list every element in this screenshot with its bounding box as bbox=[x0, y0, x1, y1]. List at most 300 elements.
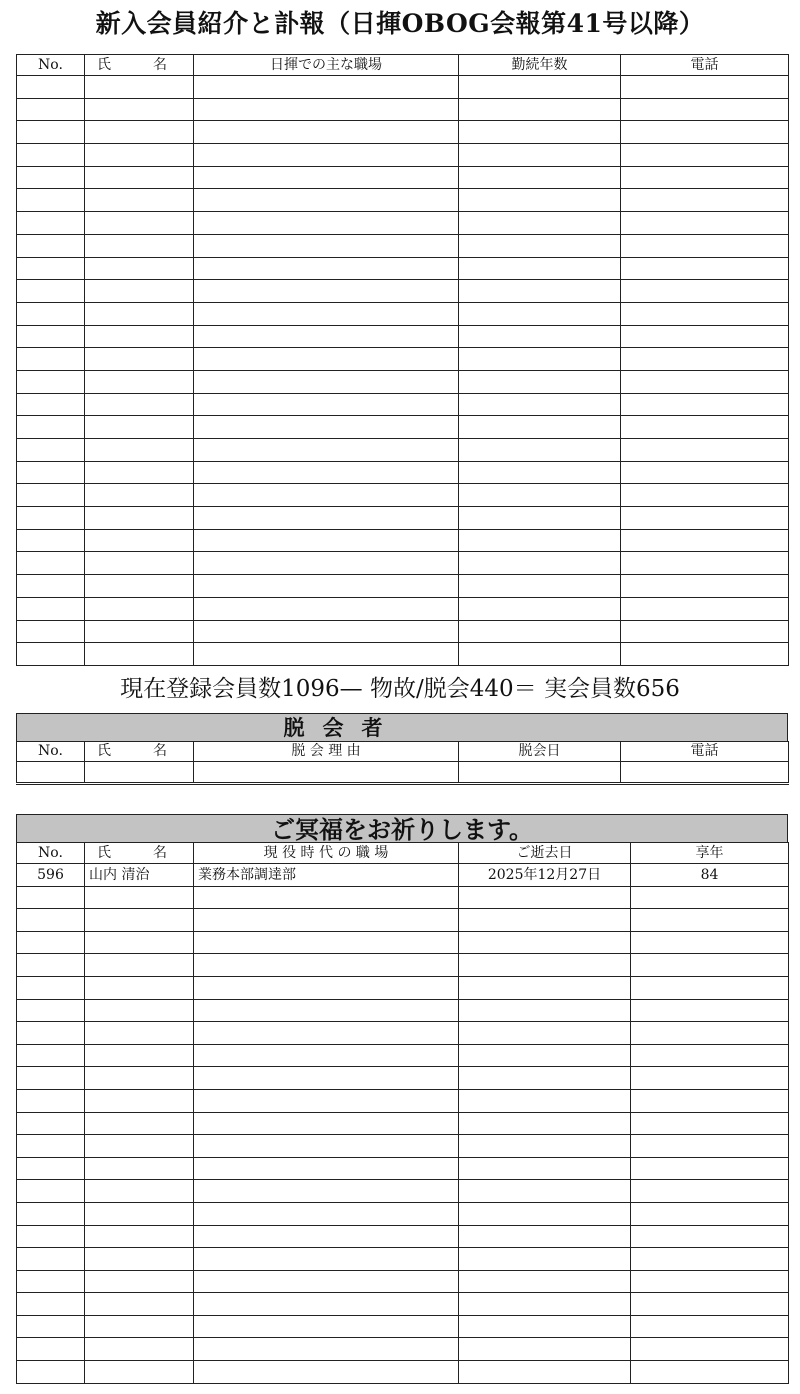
empty-cell bbox=[194, 325, 459, 348]
empty-cell bbox=[459, 302, 621, 325]
empty-cell bbox=[17, 1270, 85, 1293]
withdrawn-band-title: 脱会者 bbox=[16, 713, 788, 742]
empty-cell bbox=[621, 348, 789, 371]
empty-cell bbox=[621, 393, 789, 416]
empty-cell bbox=[85, 1338, 194, 1361]
empty-cell bbox=[459, 1135, 631, 1158]
empty-cell bbox=[85, 1361, 194, 1384]
empty-cell bbox=[85, 1180, 194, 1203]
empty-cell bbox=[194, 1135, 459, 1158]
empty-cell bbox=[194, 1361, 459, 1384]
empty-cell bbox=[459, 144, 621, 167]
table-row bbox=[17, 302, 789, 325]
table-row bbox=[17, 909, 789, 932]
empty-cell bbox=[85, 976, 194, 999]
empty-cell bbox=[85, 1293, 194, 1316]
empty-cell bbox=[17, 461, 85, 484]
table-row bbox=[17, 976, 789, 999]
obituary-table bbox=[16, 842, 789, 1384]
empty-cell bbox=[194, 976, 459, 999]
empty-cell bbox=[631, 1089, 789, 1112]
empty-cell bbox=[17, 98, 85, 121]
header-years: 勤続年数 bbox=[459, 55, 621, 76]
withdrawn-table bbox=[16, 741, 789, 785]
empty-cell bbox=[85, 1225, 194, 1248]
empty-cell bbox=[17, 348, 85, 371]
empty-cell bbox=[459, 212, 621, 235]
empty-cell bbox=[194, 507, 459, 530]
table-row bbox=[17, 393, 789, 416]
empty-cell bbox=[194, 529, 459, 552]
table-row bbox=[17, 643, 789, 666]
table-row bbox=[17, 370, 789, 393]
empty-cell bbox=[631, 1044, 789, 1067]
table-row bbox=[17, 1044, 789, 1067]
empty-cell bbox=[459, 909, 631, 932]
table-row bbox=[17, 348, 789, 371]
empty-cell bbox=[17, 762, 85, 784]
empty-cell bbox=[85, 166, 194, 189]
empty-cell bbox=[194, 954, 459, 977]
empty-cell bbox=[17, 575, 85, 598]
empty-cell bbox=[85, 931, 194, 954]
table-row bbox=[17, 1135, 789, 1158]
row-name: 山内 清治 bbox=[85, 864, 194, 887]
empty-cell bbox=[621, 212, 789, 235]
new-members-header-row bbox=[17, 55, 789, 76]
table-row bbox=[17, 1315, 789, 1338]
empty-cell bbox=[621, 280, 789, 303]
empty-cell bbox=[459, 931, 631, 954]
empty-cell bbox=[85, 144, 194, 167]
empty-cell bbox=[459, 552, 621, 575]
empty-cell bbox=[459, 620, 621, 643]
empty-cell bbox=[631, 1248, 789, 1271]
empty-cell bbox=[194, 280, 459, 303]
empty-cell bbox=[459, 280, 621, 303]
empty-cell bbox=[194, 189, 459, 212]
empty-cell bbox=[85, 620, 194, 643]
empty-cell bbox=[194, 121, 459, 144]
header-death-date: ご逝去日 bbox=[459, 843, 631, 864]
empty-cell bbox=[459, 1112, 631, 1135]
empty-cell bbox=[194, 1022, 459, 1045]
header-career-workplace: 現 役 時 代 の 職 場 bbox=[194, 843, 459, 864]
empty-cell bbox=[621, 234, 789, 257]
empty-cell bbox=[459, 189, 621, 212]
header-workplace: 日揮での主な職場 bbox=[194, 55, 459, 76]
empty-cell bbox=[17, 597, 85, 620]
table-row bbox=[17, 1248, 789, 1271]
empty-cell bbox=[85, 348, 194, 371]
empty-cell bbox=[631, 1270, 789, 1293]
empty-cell bbox=[631, 1157, 789, 1180]
empty-cell bbox=[459, 348, 621, 371]
empty-cell bbox=[17, 325, 85, 348]
empty-cell bbox=[194, 1202, 459, 1225]
empty-cell bbox=[85, 954, 194, 977]
empty-cell bbox=[17, 999, 85, 1022]
empty-cell bbox=[194, 886, 459, 909]
empty-cell bbox=[459, 1089, 631, 1112]
empty-cell bbox=[17, 909, 85, 932]
table-row bbox=[17, 1067, 789, 1090]
empty-cell bbox=[17, 166, 85, 189]
table-row bbox=[17, 439, 789, 462]
empty-cell bbox=[194, 931, 459, 954]
empty-cell bbox=[17, 234, 85, 257]
empty-cell bbox=[621, 552, 789, 575]
empty-cell bbox=[85, 234, 194, 257]
empty-cell bbox=[621, 302, 789, 325]
header-name: 氏 名 bbox=[85, 55, 194, 76]
empty-cell bbox=[85, 1248, 194, 1271]
row-age: 84 bbox=[631, 864, 789, 887]
empty-cell bbox=[17, 1315, 85, 1338]
empty-cell bbox=[194, 1225, 459, 1248]
empty-cell bbox=[194, 370, 459, 393]
empty-cell bbox=[459, 1270, 631, 1293]
table-row bbox=[17, 189, 789, 212]
empty-cell bbox=[17, 620, 85, 643]
table-row bbox=[17, 954, 789, 977]
empty-cell bbox=[85, 325, 194, 348]
empty-cell bbox=[85, 999, 194, 1022]
empty-cell bbox=[194, 1315, 459, 1338]
empty-cell bbox=[459, 234, 621, 257]
empty-cell bbox=[621, 416, 789, 439]
empty-cell bbox=[459, 416, 621, 439]
empty-cell bbox=[85, 1157, 194, 1180]
empty-cell bbox=[194, 1067, 459, 1090]
table-row bbox=[17, 325, 789, 348]
empty-cell bbox=[631, 1338, 789, 1361]
empty-cell bbox=[459, 1044, 631, 1067]
empty-cell bbox=[17, 1361, 85, 1384]
empty-cell bbox=[194, 348, 459, 371]
empty-cell bbox=[17, 1089, 85, 1112]
empty-cell bbox=[459, 1361, 631, 1384]
table-row bbox=[17, 1338, 789, 1361]
empty-cell bbox=[17, 393, 85, 416]
empty-cell bbox=[459, 1067, 631, 1090]
table-row bbox=[17, 234, 789, 257]
header-no: No. bbox=[17, 843, 85, 864]
empty-cell bbox=[17, 76, 85, 99]
header-no: No. bbox=[17, 55, 85, 76]
empty-cell bbox=[17, 121, 85, 144]
empty-cell bbox=[85, 439, 194, 462]
empty-cell bbox=[194, 416, 459, 439]
empty-cell bbox=[194, 1044, 459, 1067]
table-row bbox=[17, 280, 789, 303]
empty-cell bbox=[631, 1135, 789, 1158]
empty-cell bbox=[621, 597, 789, 620]
empty-cell bbox=[194, 643, 459, 666]
header-reason: 脱 会 理 由 bbox=[194, 742, 459, 762]
empty-cell bbox=[621, 325, 789, 348]
empty-cell bbox=[631, 1067, 789, 1090]
table-row bbox=[17, 1112, 789, 1135]
empty-cell bbox=[85, 1270, 194, 1293]
empty-cell bbox=[85, 393, 194, 416]
header-age: 享年 bbox=[631, 843, 789, 864]
empty-cell bbox=[459, 461, 621, 484]
empty-cell bbox=[194, 909, 459, 932]
empty-cell bbox=[85, 189, 194, 212]
table-row bbox=[17, 212, 789, 235]
empty-cell bbox=[621, 98, 789, 121]
empty-cell bbox=[459, 886, 631, 909]
empty-cell bbox=[459, 98, 621, 121]
table-row bbox=[17, 1361, 789, 1384]
empty-cell bbox=[631, 954, 789, 977]
empty-cell bbox=[17, 484, 85, 507]
empty-cell bbox=[459, 1315, 631, 1338]
empty-cell bbox=[194, 1112, 459, 1135]
empty-cell bbox=[17, 1202, 85, 1225]
empty-cell bbox=[631, 1315, 789, 1338]
empty-cell bbox=[194, 302, 459, 325]
empty-cell bbox=[17, 1293, 85, 1316]
empty-cell bbox=[459, 393, 621, 416]
empty-cell bbox=[459, 76, 621, 99]
empty-cell bbox=[17, 416, 85, 439]
table-row bbox=[17, 461, 789, 484]
empty-cell bbox=[459, 1338, 631, 1361]
empty-cell bbox=[85, 302, 194, 325]
empty-cell bbox=[85, 257, 194, 280]
empty-cell bbox=[194, 76, 459, 99]
empty-cell bbox=[85, 121, 194, 144]
empty-cell bbox=[194, 1157, 459, 1180]
header-no: No. bbox=[17, 742, 85, 762]
empty-cell bbox=[459, 1202, 631, 1225]
empty-cell bbox=[17, 886, 85, 909]
table-row bbox=[17, 144, 789, 167]
table-row bbox=[17, 529, 789, 552]
empty-cell bbox=[85, 1315, 194, 1338]
empty-cell bbox=[631, 1022, 789, 1045]
empty-cell bbox=[194, 166, 459, 189]
empty-cell bbox=[459, 1225, 631, 1248]
empty-cell bbox=[17, 1067, 85, 1090]
empty-cell bbox=[17, 1225, 85, 1248]
empty-cell bbox=[194, 620, 459, 643]
header-phone: 電話 bbox=[621, 742, 789, 762]
empty-cell bbox=[194, 393, 459, 416]
table-row bbox=[17, 166, 789, 189]
table-row bbox=[17, 1225, 789, 1248]
empty-cell bbox=[459, 370, 621, 393]
empty-cell bbox=[85, 1067, 194, 1090]
empty-cell bbox=[459, 976, 631, 999]
empty-cell bbox=[194, 234, 459, 257]
empty-cell bbox=[459, 507, 621, 530]
empty-cell bbox=[85, 1089, 194, 1112]
table-row bbox=[17, 507, 789, 530]
row-workplace: 業務本部調達部 bbox=[194, 864, 459, 887]
empty-cell bbox=[85, 98, 194, 121]
empty-cell bbox=[459, 325, 621, 348]
empty-cell bbox=[85, 1044, 194, 1067]
empty-cell bbox=[459, 643, 621, 666]
empty-cell bbox=[621, 575, 789, 598]
header-name: 氏 名 bbox=[85, 742, 194, 762]
empty-cell bbox=[194, 461, 459, 484]
empty-cell bbox=[194, 98, 459, 121]
empty-cell bbox=[85, 416, 194, 439]
empty-cell bbox=[17, 439, 85, 462]
empty-cell bbox=[85, 1112, 194, 1135]
empty-cell bbox=[621, 762, 789, 784]
empty-cell bbox=[194, 484, 459, 507]
empty-cell bbox=[85, 643, 194, 666]
empty-cell bbox=[194, 762, 459, 784]
empty-cell bbox=[17, 1248, 85, 1271]
empty-cell bbox=[194, 439, 459, 462]
empty-cell bbox=[17, 1022, 85, 1045]
table-row bbox=[17, 76, 789, 99]
table-row bbox=[17, 620, 789, 643]
empty-cell bbox=[621, 643, 789, 666]
table-row bbox=[17, 575, 789, 598]
empty-cell bbox=[459, 439, 621, 462]
empty-cell bbox=[194, 999, 459, 1022]
empty-cell bbox=[17, 257, 85, 280]
empty-cell bbox=[459, 484, 621, 507]
empty-cell bbox=[85, 484, 194, 507]
empty-cell bbox=[17, 1044, 85, 1067]
empty-cell bbox=[621, 121, 789, 144]
table-row bbox=[17, 1202, 789, 1225]
empty-cell bbox=[459, 257, 621, 280]
withdrawn-header-row bbox=[17, 742, 789, 762]
empty-cell bbox=[631, 1293, 789, 1316]
empty-cell bbox=[459, 762, 621, 784]
empty-cell bbox=[17, 1135, 85, 1158]
empty-cell bbox=[17, 931, 85, 954]
empty-cell bbox=[459, 1293, 631, 1316]
empty-cell bbox=[85, 886, 194, 909]
empty-cell bbox=[194, 1293, 459, 1316]
header-withdraw-date: 脱会日 bbox=[459, 742, 621, 762]
empty-cell bbox=[85, 507, 194, 530]
empty-cell bbox=[85, 575, 194, 598]
empty-cell bbox=[17, 212, 85, 235]
empty-cell bbox=[85, 909, 194, 932]
empty-cell bbox=[194, 257, 459, 280]
empty-cell bbox=[459, 1157, 631, 1180]
empty-cell bbox=[631, 909, 789, 932]
empty-cell bbox=[631, 976, 789, 999]
empty-cell bbox=[631, 1202, 789, 1225]
header-phone: 電話 bbox=[621, 55, 789, 76]
empty-cell bbox=[17, 552, 85, 575]
empty-cell bbox=[621, 507, 789, 530]
empty-cell bbox=[85, 762, 194, 784]
empty-cell bbox=[631, 1180, 789, 1203]
empty-cell bbox=[621, 76, 789, 99]
empty-cell bbox=[85, 1135, 194, 1158]
empty-cell bbox=[17, 976, 85, 999]
empty-cell bbox=[621, 144, 789, 167]
member-count-summary: 現在登録会員数1096— 物故/脱会440＝ 実会員数656 bbox=[120, 676, 680, 702]
empty-cell bbox=[459, 575, 621, 598]
empty-cell bbox=[85, 370, 194, 393]
empty-cell bbox=[459, 1022, 631, 1045]
empty-cell bbox=[194, 1248, 459, 1271]
table-row bbox=[17, 121, 789, 144]
empty-cell bbox=[17, 1338, 85, 1361]
table-row bbox=[17, 484, 789, 507]
empty-cell bbox=[17, 954, 85, 977]
empty-cell bbox=[621, 257, 789, 280]
empty-cell bbox=[631, 1361, 789, 1384]
row-death-date: 2025年12月27日 bbox=[459, 864, 631, 887]
empty-cell bbox=[17, 302, 85, 325]
empty-cell bbox=[621, 189, 789, 212]
empty-cell bbox=[17, 507, 85, 530]
table-row bbox=[17, 597, 789, 620]
empty-cell bbox=[194, 212, 459, 235]
empty-cell bbox=[621, 439, 789, 462]
empty-cell bbox=[17, 144, 85, 167]
empty-cell bbox=[194, 1338, 459, 1361]
empty-cell bbox=[459, 1248, 631, 1271]
empty-cell bbox=[459, 999, 631, 1022]
empty-cell bbox=[85, 1202, 194, 1225]
empty-cell bbox=[459, 121, 621, 144]
empty-cell bbox=[194, 1180, 459, 1203]
empty-cell bbox=[17, 1112, 85, 1135]
table-row bbox=[17, 999, 789, 1022]
empty-cell bbox=[85, 212, 194, 235]
empty-cell bbox=[621, 166, 789, 189]
empty-cell bbox=[17, 643, 85, 666]
empty-cell bbox=[459, 166, 621, 189]
table-row bbox=[17, 552, 789, 575]
page-title: 新入会員紹介と訃報（日揮OBOG会報第41号以降） bbox=[95, 9, 705, 38]
empty-cell bbox=[631, 886, 789, 909]
empty-cell bbox=[459, 954, 631, 977]
empty-cell bbox=[194, 575, 459, 598]
empty-cell bbox=[194, 552, 459, 575]
empty-cell bbox=[631, 1225, 789, 1248]
new-members-table bbox=[16, 54, 789, 666]
obituary-band-title: ご冥福をお祈りします。 bbox=[16, 814, 788, 843]
empty-cell bbox=[85, 597, 194, 620]
empty-cell bbox=[85, 529, 194, 552]
empty-cell bbox=[194, 1089, 459, 1112]
empty-cell bbox=[459, 529, 621, 552]
table-row bbox=[17, 1180, 789, 1203]
table-row bbox=[17, 886, 789, 909]
empty-cell bbox=[631, 1112, 789, 1135]
table-row bbox=[17, 1022, 789, 1045]
empty-cell bbox=[85, 1022, 194, 1045]
table-row bbox=[17, 762, 789, 784]
table-row bbox=[17, 98, 789, 121]
empty-cell bbox=[17, 1180, 85, 1203]
empty-cell bbox=[621, 529, 789, 552]
table-row bbox=[17, 1089, 789, 1112]
empty-cell bbox=[459, 597, 621, 620]
table-row bbox=[17, 416, 789, 439]
empty-cell bbox=[194, 1270, 459, 1293]
empty-cell bbox=[621, 461, 789, 484]
empty-cell bbox=[459, 1180, 631, 1203]
